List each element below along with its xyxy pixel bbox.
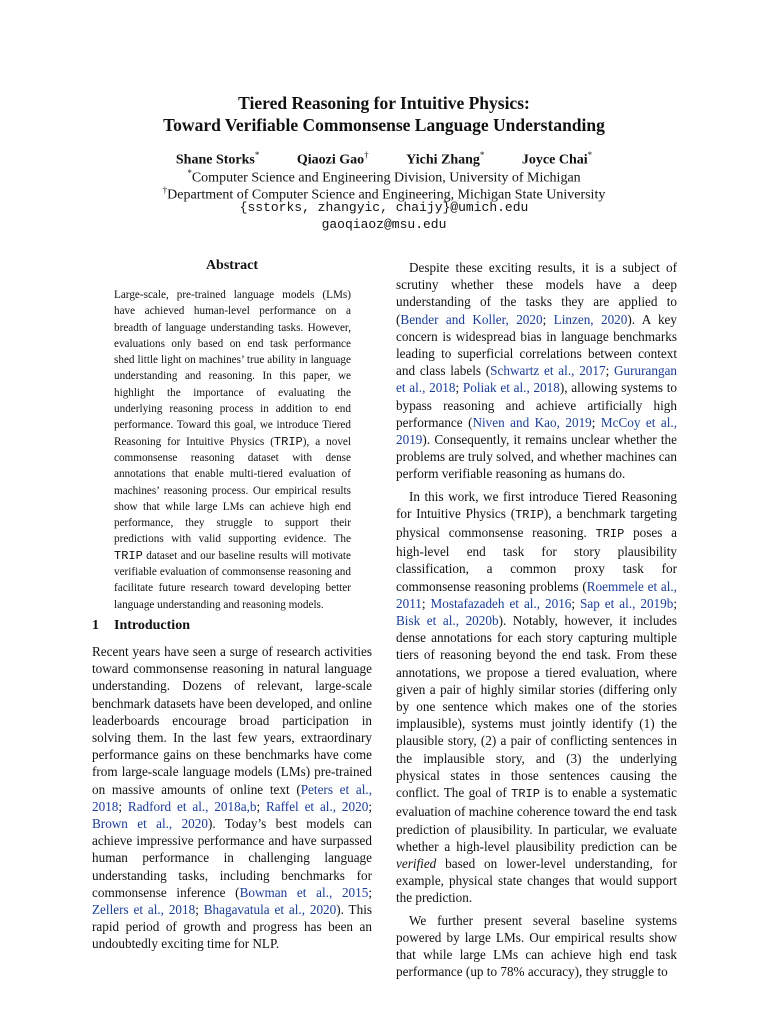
author: Shane Storks*: [175, 150, 260, 168]
abstract-heading: Abstract: [205, 258, 259, 273]
citation-link[interactable]: Schwartz et al., 2017: [490, 363, 606, 379]
paragraph: In this work, we first introduce Tiered Reasoning for Intuitive Physics (TRIP), a benchmark targeting physical commonsense reasoning. TRIP poses a high-level end task for story plausibility classification, a common proxy task for commonsense reasoning problems (Roemmele et al., 2011; Mostafazadeh et al., 2016; Sap et al., 2019b; Bisk et al., 2020b). Notably, however, it includes dense annotations for each story capturing multiple tiers of reasoning beyond the end task. From these annotations, we propose a tiered evaluation, where given a pair of highly similar stories (differing only by one sentence which makes one of the stories implausible), systems must jointly identify (1) the plausible story, (2) a pair of conflicting sentences in the implausible story, and (3) the underlying physical states in those sentences causing the conflict. The goal of TRIP is to enable a systematic evaluation of machine coherence toward the end task prediction of plausibility. In particular, we evaluate whether a high-level plausibility prediction can be verified based on lower-level understanding, for example, physical state changes that would support the prediction.: [396, 488, 677, 906]
citation-link[interactable]: Linzen, 2020: [553, 311, 628, 327]
author: Joyce Chai*: [521, 150, 593, 168]
citation-link[interactable]: Mostafazadeh et al., 2016: [430, 595, 572, 611]
affiliation: †Department of Computer Science and Engineering, Michigan State University: [162, 185, 606, 203]
paper-title: [0, 92, 768, 136]
citation-link[interactable]: Radford et al., 2018a,b: [127, 798, 257, 814]
acronym: TRIP: [595, 527, 625, 542]
citation-link[interactable]: Gururangan et al., 2018: [396, 363, 678, 396]
abstract-text: Large-scale, pre-trained language models (LMs) have achieved human-level performance on a breadth of language understanding tasks. However, evaluations only based on end task performance shed little light on machines’ true ability in language understanding and reasoning. In this paper, we highlight the importance of evaluating the underlying reasoning process in addition to end performance. Toward this goal, we introduce Tiered Reasoning for Intuitive Physics (TRIP), a novel commonsense reasoning dataset with dense annotations that enable multi-tiered evaluation of machines’ reasoning process. Our empirical results show that while large LMs can achieve high end performance, they struggle to support their predictions with valid supporting evidence. The TRIP dataset and our baseline results will motivate verifiable evaluation of commonsense reasoning and facilitate future research toward developing better language understanding and reasoning models.: [114, 289, 351, 611]
author: Qiaozi Gao†: [296, 150, 369, 168]
acronym: TRIP: [511, 787, 540, 802]
right-column-text: [396, 259, 677, 980]
email[interactable]: gaoqiaoz@msu.edu: [321, 217, 447, 232]
left-column-text: [92, 643, 372, 953]
citation-link[interactable]: Bhagavatula et al., 2020: [203, 902, 337, 918]
paragraph: Recent years have seen a surge of research activities toward commonsense reasoning in natural language understanding. Dozens of relevant, large-scale benchmark datasets have been developed, and online leaderboards encourage broad participation in solving them. In the last few years, extraordinary performance gains on these benchmarks have come from large-scale language models (LMs) pre-trained on massive amounts of online text (Peters et al., 2018; Radford et al., 2018a,b; Raffel et al., 2020; Brown et al., 2020). Today’s best models can achieve impressive performance and have surpassed human performance in challenging language understanding tasks, including benchmarks for commonsense inference (Bowman et al., 2015; Zellers et al., 2018; Bhagavatula et al., 2020). This rapid period of growth and progress has been an undoubtedly exciting time for NLP.: [92, 644, 372, 952]
paragraph: Despite these exciting results, it is a subject of scrutiny whether these models have a deep understanding of the tasks they are applied to (Bender and Koller, 2020; Linzen, 2020). A key concern is widespread bias in language benchmarks leading to superficial correlations between context and class labels (Schwartz et al., 2017; Gururangan et al., 2018; Poliak et al., 2018), allowing systems to bypass reasoning and achieve artificially high performance (Niven and Kao, 2019; McCoy et al., 2019). Consequently, it remains unclear whether the problems are truly solved, and whether machines can perform verifiable reasoning as humans do.: [396, 260, 678, 482]
paragraph: We further present several baseline systems powered by large LMs. Our empirical results show that while large LMs can achieve high end task performance (up to 78% accuracy), they struggle to: [396, 912, 677, 980]
citation-link[interactable]: Brown et al., 2020: [92, 816, 208, 832]
citation-link[interactable]: Roemmele et al., 2011: [396, 578, 677, 611]
title-line-1: Tiered Reasoning for Intuitive Physics:: [238, 93, 530, 113]
acronym: TRIP: [273, 434, 303, 449]
section-heading: 1 Introduction: [92, 618, 190, 633]
citation-link[interactable]: Bisk et al., 2020b: [396, 613, 499, 629]
acronym: TRIP: [114, 548, 143, 563]
citation-link[interactable]: McCoy et al., 2019: [396, 414, 677, 448]
citation-link[interactable]: Zellers et al., 2018: [92, 902, 196, 918]
citation-link[interactable]: Bowman et al., 2015: [239, 884, 369, 900]
affiliation: *Computer Science and Engineering Division, University of Michigan: [187, 168, 581, 186]
title-line-2: Toward Verifiable Commonsense Language Understanding: [163, 115, 605, 135]
citation-link[interactable]: Poliak et al., 2018: [462, 380, 560, 396]
citation-link[interactable]: Bender and Koller, 2020: [400, 311, 543, 327]
citation-link[interactable]: Sap et al., 2019b: [580, 595, 674, 611]
citation-link[interactable]: Raffel et al., 2020: [266, 798, 369, 814]
acronym: TRIP: [515, 507, 544, 522]
citation-link[interactable]: Peters et al., 2018: [92, 781, 372, 814]
email[interactable]: {sstorks, zhangyic, chaijy}@umich.edu: [239, 200, 529, 215]
citation-link[interactable]: Niven and Kao, 2019: [472, 414, 592, 430]
author: Yichi Zhang*: [406, 150, 485, 168]
